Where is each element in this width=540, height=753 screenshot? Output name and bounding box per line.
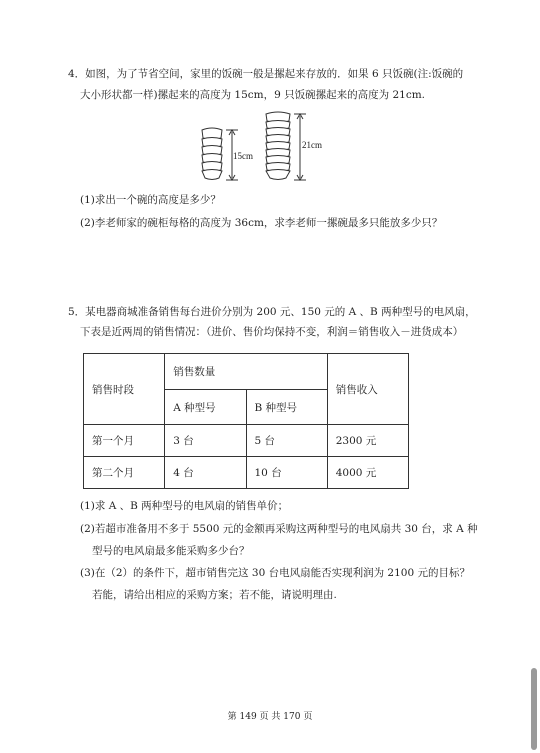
q5-sub-3-line-2: 若能，请给出相应的采购方案；若不能，请说明理由. [92,589,337,601]
sales-table [83,353,409,489]
cell-a: 3 台 [165,425,246,457]
header-period: 销售时段 [84,354,165,425]
label-15cm: 15cm [233,151,253,161]
q4-sub-2: (2)李老师家的碗柜每格的高度为 36cm，求李老师一摞碗最多只能放多少只？ [80,217,443,229]
page-footer: 第 149 页 共 170 页 [227,712,313,722]
cell-b: 5 台 [246,425,327,457]
q5-line-1: 5．某电器商城准备销售每台进价分别为 200 元、150 元的 A 、B 两种型号的电风扇， [68,306,476,318]
q4-line-1: 4．如图，为了节省空间，家里的饭碗一般是摞起来存放的．如果 6 只饭碗(注:饭碗的 [68,68,464,80]
header-quantity: 销售数量 [165,354,328,390]
table-row [84,425,409,457]
header-type-b: B 种型号 [246,390,327,425]
cell-revenue: 4000 元 [327,457,408,489]
table-row [84,457,409,489]
label-21cm: 21cm [302,140,322,150]
bowl-stacks-figure [196,108,336,188]
q5-line-2: 下表是近两周的销售情况：（进价、售价均保持不变，利润＝销售收入－进货成本） [80,326,464,338]
scrollbar-thumb[interactable] [531,668,537,750]
q5-sub-1: (1)求 A 、B 两种型号的电风扇的销售单价； [80,500,289,512]
q4-line-2: 大小形状都一样)摞起来的高度为 15cm，9 只饭碗摞起来的高度为 21cm. [80,89,426,101]
bowl-stack-9 [266,112,290,180]
bowl-stack-6 [202,128,222,180]
cell-period: 第一个月 [84,425,165,457]
header-type-a: A 种型号 [165,390,246,425]
cell-b: 10 台 [246,457,327,489]
q4-sub-1: (1)求出一个碗的高度是多少？ [80,194,221,206]
cell-a: 4 台 [165,457,246,489]
header-revenue: 销售收入 [327,354,408,425]
q5-sub-2-line-1: (2)若超市准备用不多于 5500 元的金额再采购这两种型号的电风扇共 30 台，求 A 种 [80,523,478,535]
q5-sub-2-line-2: 型号的电风扇最多能采购多少台？ [92,545,250,557]
cell-revenue: 2300 元 [327,425,408,457]
q5-sub-3-line-1: (3)在（2）的条件下，超市销售完这 30 台电风扇能否实现利润为 2100 元的目标？ [80,567,470,579]
cell-period: 第二个月 [84,457,165,489]
